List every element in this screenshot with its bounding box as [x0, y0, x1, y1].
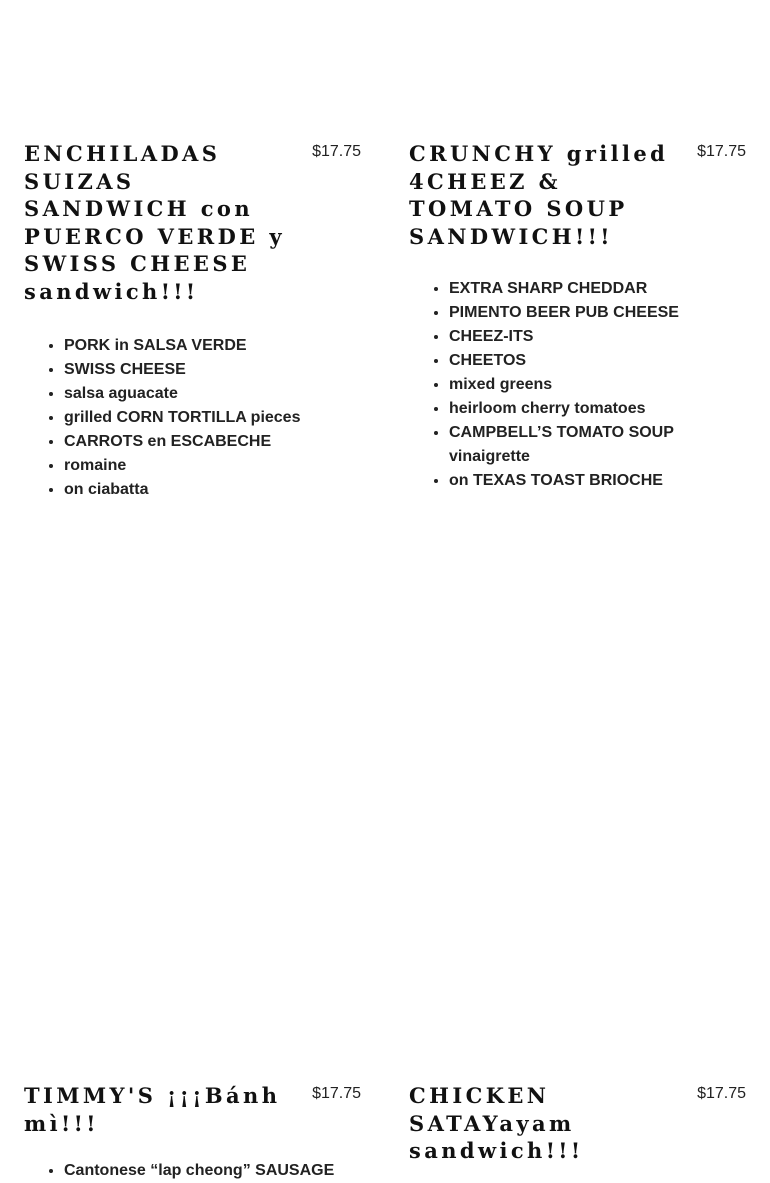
- ingredient-item: • salsa aguacate: [64, 382, 361, 406]
- ingredient-list: [24, 1159, 361, 1183]
- ingredient-item: • romaine: [64, 454, 361, 478]
- ingredient-list: [409, 277, 746, 493]
- menu-item-crunchy-grilled-cheez: [409, 140, 746, 493]
- ingredient-item: • CAMPBELL’S TOMATO SOUP vinaigrette: [449, 421, 689, 469]
- menu-item-price: $17.75: [697, 143, 746, 160]
- menu-item-price: $17.75: [697, 1085, 746, 1102]
- menu-item-title: CRUNCHY grilled 4CHEEZ & TOMATO SOUP SANDWICH!!!: [409, 141, 669, 249]
- menu-item-title: ENCHILADAS SUIZAS SANDWICH con PUERCO VERDE y SWISS CHEESE sandwich!!!: [24, 141, 285, 304]
- menu-item-header: [24, 140, 361, 305]
- menu-item-title: CHICKEN SATAYayam sandwich!!!: [409, 1083, 584, 1163]
- ingredient-list: [24, 334, 361, 502]
- menu-item-price: $17.75: [312, 143, 361, 160]
- ingredient-item: • on TEXAS TOAST BRIOCHE: [449, 469, 746, 493]
- menu-item-chicken-satay: [409, 1082, 746, 1165]
- ingredient-item: • CARROTS en ESCABECHE: [64, 430, 361, 454]
- ingredient-item: • PIMENTO BEER PUB CHEESE: [449, 301, 746, 325]
- ingredient-item: • grilled CORN TORTILLA pieces: [64, 406, 361, 430]
- ingredient-item: • EXTRA SHARP CHEDDAR: [449, 277, 746, 301]
- ingredient-item: • CHEEZ-ITS: [449, 325, 746, 349]
- menu-item-price: $17.75: [312, 1085, 361, 1102]
- ingredient-item: • heirloom cherry tomatoes: [449, 397, 746, 421]
- menu-item-header: [24, 1082, 361, 1137]
- ingredient-item: • CHEETOS: [449, 349, 746, 373]
- menu-item-title: TIMMY'S ¡¡¡Bánh mì!!!: [24, 1083, 281, 1136]
- menu-item-header: [409, 140, 746, 250]
- ingredient-item: • Cantonese “lap cheong” SAUSAGE: [64, 1159, 361, 1183]
- menu-item-timmys-banh-mi: [24, 1082, 361, 1183]
- ingredient-item: • on ciabatta: [64, 478, 361, 502]
- ingredient-item: • mixed greens: [449, 373, 746, 397]
- ingredient-item: • PORK in SALSA VERDE: [64, 334, 361, 358]
- menu-item-header: [409, 1082, 746, 1165]
- ingredient-item: • SWISS CHEESE: [64, 358, 361, 382]
- menu-item-enchiladas-suizas: [24, 140, 361, 502]
